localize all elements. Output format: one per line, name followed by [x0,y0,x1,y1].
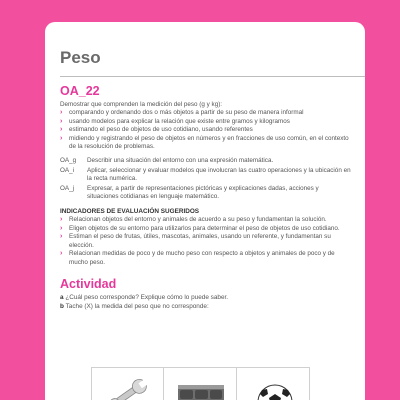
image-box [237,367,310,400]
oa-intro: Demostrar que comprenden la medición del peso (g y kg): [60,101,223,108]
chevron-right-icon: › [60,117,63,125]
activity-heading: Actividad [60,276,117,291]
image-box [164,367,237,400]
chevron-right-icon: › [60,233,63,241]
list-item: › Relacionan medidas de poco y de mucho peso con respecto a objetos y animales de poco y de mucho peso. [60,250,335,266]
indicators-list [60,216,351,266]
list-item: › comparando y ordenando dos o más objetos a partir de su peso de manera informal [60,109,304,117]
oa-heading: OA_22 [60,84,100,98]
code-label: OA_g [60,157,77,165]
activity-item [60,294,351,303]
activity-letter: a [60,293,64,301]
chevron-right-icon: › [60,109,63,117]
code-row [60,185,351,202]
wrench-image [92,368,164,400]
chevron-right-icon: › [60,134,63,142]
list-item: › Eligen objetos de su entorno para utilizarlos para determinar el peso de objetos de uso cotidiano. [60,224,340,232]
worksheet-page [45,22,365,400]
list-item: › estimando el peso de objetos de uso cotidiano, usando referentes [60,126,253,134]
image-box [91,367,164,400]
activity-text: ¿Cuál peso corresponde? Explique cómo lo puede saber. [65,293,229,301]
code-description: Aplicar, seleccionar y evaluar modelos que involucran las cuatro operaciones y la ubicación en la recta numérica. [87,166,351,183]
soccer-ball-image [237,368,310,400]
chevron-right-icon: › [60,216,63,224]
indicators-heading: INDICADORES DE EVALUACIÓN SUGERIDOS [60,208,200,216]
chevron-right-icon: › [60,250,63,258]
list-item: › midiendo y registrando el peso de objetos en números y en fracciones de uso común, en el contexto de la resolución de problemas. [60,134,349,151]
activity-images [91,367,317,400]
oa-codes [60,157,351,201]
code-label: OA_i [60,166,74,174]
list-item: › Estiman el peso de frutas, útiles, mascotas, animales, usando un referente, y fundamentan su elección. [60,233,331,249]
activity-text: Tache (X) la medida del peso que no corresponde: [65,302,209,310]
list-item: › usando modelos para explicar la relación que existe entre gramos y kilogramos [60,117,290,125]
code-row [60,167,351,184]
code-description: Describir una situación del entorno con una expresión matemática. [87,157,274,165]
oa-bullet-list [60,109,351,151]
brick-image [164,368,237,400]
activity-item [60,303,351,312]
chevron-right-icon: › [60,126,63,134]
activity-letter: b [60,302,64,310]
list-item: › Relacionan objetos del entorno y animales de acuerdo a su peso y fundamentan la solución. [60,216,327,224]
code-label: OA_j [60,184,74,192]
chevron-right-icon: › [60,224,63,232]
code-row [60,157,351,165]
page-title: Peso [60,48,101,67]
code-description: Expresar, a partir de representaciones pictóricas y explicaciones dadas, acciones y situaciones cotidianas en lenguaje matemático. [87,184,319,201]
title-divider [60,76,365,77]
